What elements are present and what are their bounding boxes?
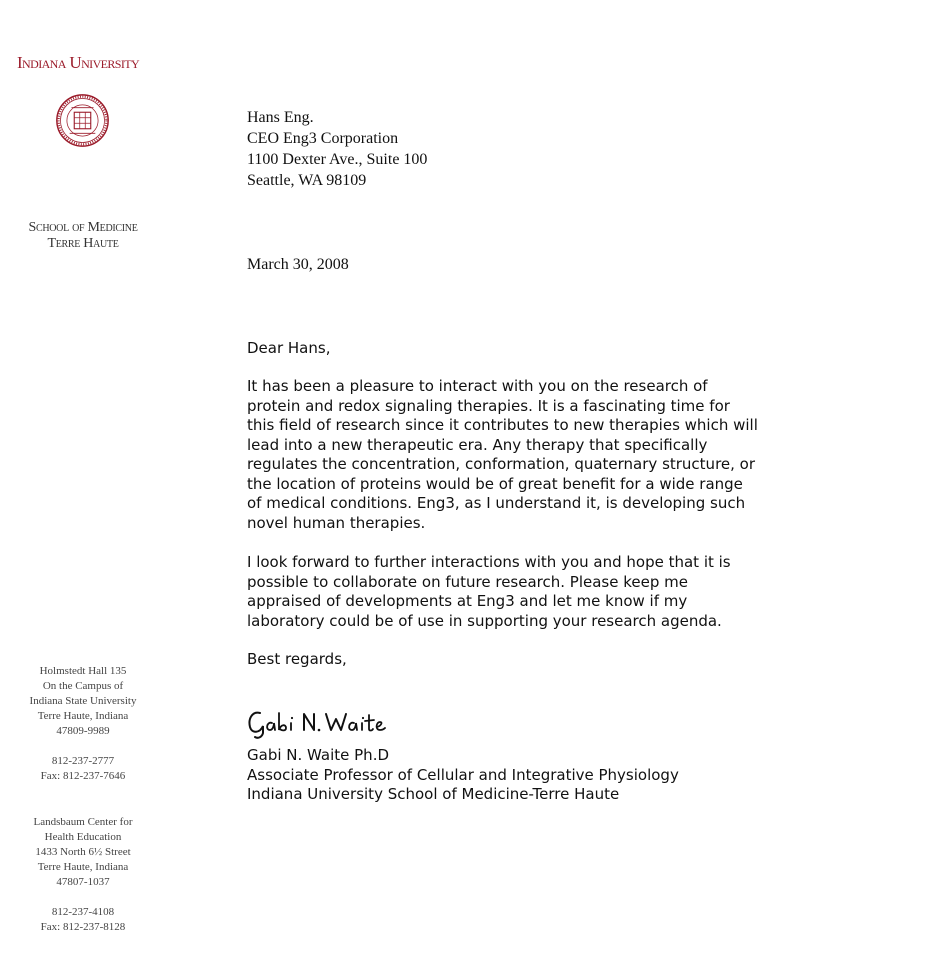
address-line: On the Campus of — [42, 680, 124, 692]
address-line: Indiana State University — [29, 695, 137, 707]
paragraph-line: I look forward to further interactions with you and hope that it is — [247, 553, 731, 571]
address-line: 1433 North 6½ Street — [35, 846, 131, 858]
recipient-line: Seattle, WA 98109 — [247, 172, 367, 189]
fax-number: Fax: 812-237-8128 — [40, 921, 126, 933]
body-paragraph-1 — [247, 377, 758, 533]
school-name — [10, 220, 156, 252]
paragraph-line: the location of proteins would be of great benefit for a wide range — [247, 474, 743, 493]
address-line: 47809-9989 — [56, 725, 110, 737]
paragraph-line: laboratory could be of use in supporting your research agenda. — [247, 611, 722, 630]
address-line: Terre Haute, Indiana — [37, 710, 129, 722]
recipient-address — [247, 107, 427, 191]
paragraph-line: of medical conditions. Eng3, as I understand it, is developing such — [247, 494, 746, 512]
school-line-1: School of Medicine — [28, 220, 138, 235]
recipient-line: 1100 Dexter Ave., Suite 100 — [247, 151, 428, 168]
signer-title: Associate Professor of Cellular and Integrative Physiology — [247, 765, 679, 784]
address-line: Health Education — [44, 831, 122, 843]
signer-block — [247, 746, 679, 805]
paragraph-line: possible to collaborate on future research. Please keep me — [247, 572, 688, 591]
paragraph-line: protein and redox signaling therapies. It is a fascinating time for — [247, 396, 730, 415]
address-block-landsbaum — [10, 815, 156, 935]
paragraph-line: lead into a new therapeutic era. Any therapy that specifically — [247, 435, 708, 454]
paragraph-line: this field of research since it contributes to new therapies which will — [247, 416, 758, 434]
school-line-2: Terre Haute — [47, 236, 119, 251]
address-line: Holmstedt Hall 135 — [39, 665, 127, 677]
phone-number: 812-237-4108 — [51, 906, 115, 918]
closing: Best regards, — [247, 650, 347, 668]
university-name: Indiana University — [17, 53, 140, 72]
address-block-holmstedt — [10, 664, 156, 784]
body-paragraph-2 — [247, 553, 731, 631]
address-line: 47807-1037 — [56, 876, 110, 888]
salutation: Dear Hans, — [247, 339, 331, 357]
paragraph-line: It has been a pleasure to interact with you on the research of — [247, 377, 708, 395]
recipient-line: CEO Eng3 Corporation — [247, 130, 399, 147]
phone-number: 812-237-2777 — [51, 755, 115, 767]
paragraph-line: appraised of developments at Eng3 and let me know if my — [247, 592, 688, 610]
signer-affiliation: Indiana University School of Medicine-Terre Haute — [247, 785, 620, 803]
address-line: Terre Haute, Indiana — [37, 861, 129, 873]
signer-name: Gabi N. Waite Ph.D — [247, 746, 390, 764]
address-line: Landsbaum Center for — [33, 816, 133, 828]
recipient-line: Hans Eng. — [247, 109, 314, 126]
indiana-university-seal-icon — [55, 93, 110, 148]
paragraph-line: novel human therapies. — [247, 513, 426, 532]
signature-image — [246, 703, 386, 741]
paragraph-line: regulates the concentration, conformation, quaternary structure, or — [247, 455, 756, 473]
fax-number: Fax: 812-237-7646 — [40, 770, 126, 782]
letter-date: March 30, 2008 — [247, 256, 349, 273]
